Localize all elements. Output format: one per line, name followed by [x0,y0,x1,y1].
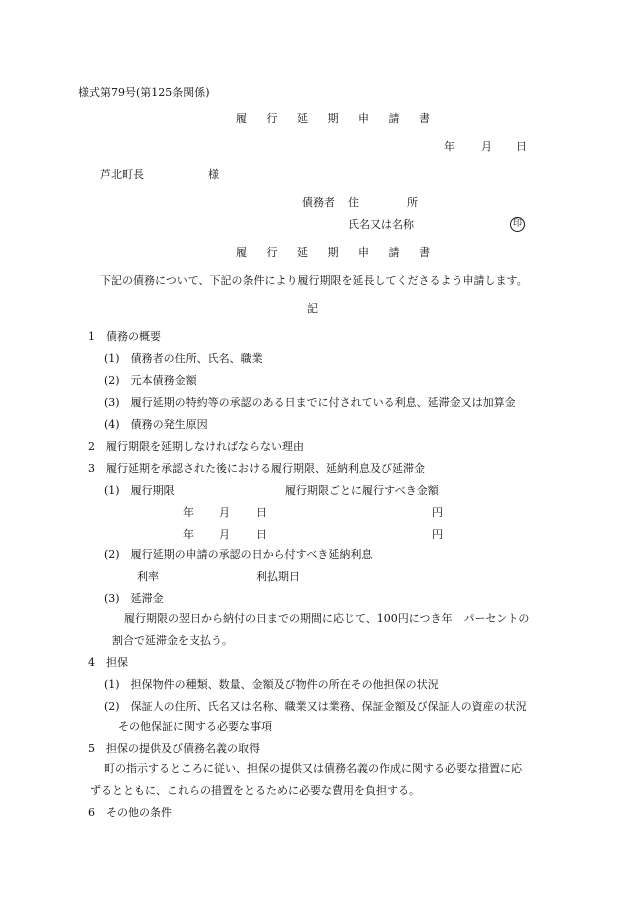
addressee-name: 芦北町長 [100,168,144,181]
form-label: 様式第79号(第125条関係) [78,86,210,99]
row-2-day: 日 [256,528,267,541]
document-title-2: 履 行 延 期 申 請 書 [236,246,438,259]
section-1-heading: 1 債務の概要 [88,330,161,343]
intro-text: 下記の債務について、下記の条件により履行期限を延長してくださるよう申請します。 [100,274,528,287]
date-month: 月 [481,140,492,153]
section-1-item-3: (3) 履行延期の特約等の承認のある日までに付されている利息、延滞金又は加算金 [104,396,516,409]
addressee-honorific: 様 [208,168,219,181]
section-3-item-1-label: (1) 履行期限 [104,484,175,497]
address-label: 住 [348,196,359,209]
name-label: 氏名又は名称 [348,218,414,231]
row-1-yen: 円 [432,506,443,519]
address-label-2: 所 [407,196,418,209]
document-title: 履 行 延 期 申 請 書 [236,112,438,125]
section-5-text-2: ずるとともに、これらの措置をとるために必要な費用を負担する。 [90,784,420,797]
applicant-role: 債務者 [302,196,335,209]
section-2-heading: 2 履行期限を延期しなければならない理由 [88,440,304,453]
row-2-month: 月 [219,528,230,541]
section-3-item-3-text-2: 割合で延滞金を支払う。 [112,634,233,647]
date-year: 年 [444,140,455,153]
section-1-item-4: (4) 債務の発生原因 [104,418,208,431]
section-3-item-3-label: (3) 延滞金 [104,592,164,605]
section-4-item-2-line-1: (2) 保証人の住所、氏名又は名称、職業又は業務、保証金額及び保証人の資産の状況 [104,700,527,713]
payday-label: 利払期日 [256,570,300,583]
date-day: 日 [516,140,527,153]
seal-mark: 印 [510,217,525,232]
row-2-yen: 円 [432,528,443,541]
row-2-year: 年 [183,528,194,541]
section-3-item-2-label: (2) 履行延期の申請の承認の日から付すべき延納利息 [104,548,373,561]
section-1-item-2: (2) 元本債務金額 [104,374,197,387]
section-3-item-3-text-1: 履行期限の翌日から納付の日までの期間に応じて、100円につき年 パーセントの [124,612,530,625]
ki-heading: 記 [307,302,318,315]
section-1-item-1: (1) 債務者の住所、氏名、職業 [104,352,263,365]
section-3-heading: 3 履行延期を承認された後における履行期限、延納利息及び延滞金 [88,462,425,475]
section-4-heading: 4 担保 [88,656,128,669]
row-1-month: 月 [219,506,230,519]
rate-label: 利率 [137,570,159,583]
section-5-text-1: 町の指示するところに従い、担保の提供又は債務名義の作成に関する必要な措置に応 [104,762,522,775]
section-3-item-1-amount-label: 履行期限ごとに履行すべき金額 [285,484,439,497]
row-1-day: 日 [256,506,267,519]
row-1-year: 年 [183,506,194,519]
section-4-item-1: (1) 担保物件の種類、数量、金額及び物件の所在その他担保の状況 [104,678,439,691]
section-6-heading: 6 その他の条件 [88,806,172,819]
section-5-heading: 5 担保の提供及び債務名義の取得 [88,742,260,755]
section-4-item-2-line-2: その他保証に関する必要な事項 [118,720,272,733]
